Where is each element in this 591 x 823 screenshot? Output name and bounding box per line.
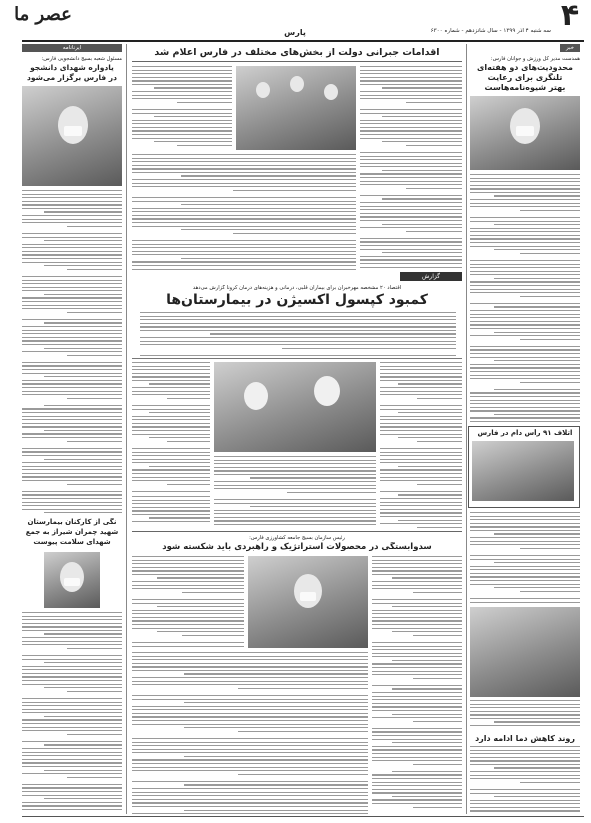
- masthead-rule: [22, 40, 584, 42]
- report-lead: [140, 312, 456, 356]
- bottom-kicker: رئیس سازمان بسیج جامعه کشاورزی فارس:: [249, 535, 345, 541]
- right-headline-1: محدودیت‌های دو هفته‌ای: [477, 63, 573, 72]
- right-text-d: [470, 746, 580, 812]
- right-headline-3: بهتر شیوه‌نامه‌هاست: [484, 83, 566, 92]
- masthead: [0, 0, 591, 42]
- right-headline-2: تلنگری برای رعایت: [487, 73, 563, 82]
- left-column-divider: [126, 44, 127, 814]
- right-text-a: [470, 174, 580, 424]
- left-headline-b2: شهید چمران شیراز به جمع: [25, 528, 119, 536]
- livestock-photo: [472, 441, 574, 501]
- left-tag-label: ایرنا‌نامه: [62, 45, 82, 51]
- left-headline-b1: نگی از کارکنان بیمارستان: [27, 518, 117, 526]
- bottom-story-rule: [132, 531, 462, 532]
- right-column: [470, 44, 580, 814]
- report-text-right: [380, 362, 462, 528]
- report-text-left-top: [132, 362, 210, 492]
- livestock-box: [468, 426, 580, 508]
- bottom-headline: سدوابستگی در محصولات استراتژیک و راهبردی باید شکسته شود: [162, 542, 432, 552]
- main-text-right: [360, 66, 462, 270]
- right-column-divider: [466, 44, 467, 814]
- newspaper-logo: عصر ما: [14, 4, 72, 25]
- left-kicker: مسئول شعبه بسیج دانشجویی فارس:: [41, 56, 122, 62]
- bottom-text-middle: [132, 652, 368, 814]
- livestock-box-title: اتلاف ۹۱ رأس دام در فارس: [477, 429, 573, 437]
- report-headline: کمبود کپسول اکسیژن در بیمارستان‌ها: [166, 292, 428, 308]
- report-text-middle: [214, 456, 376, 528]
- right-bottom-headline: روند کاهش دما ادامه دارد: [475, 734, 575, 743]
- report-kicker: اقتصاد ۲۰ مشخصه مهرخبران برای بیماران قلبی، درمانی و هزینه‌های درمان کرونا گزارش می‌دهد: [192, 285, 402, 291]
- date-line: سه شنبه ۴ آذر ۱۳۹۹ - سال شانزدهم - شماره ۶۳۰۰: [430, 28, 551, 34]
- left-photo-nurse: [44, 552, 100, 608]
- news-tag: [560, 44, 580, 52]
- bottom-photo-official: [248, 556, 368, 648]
- left-headline-b3: شهدای سلامت پیوست: [33, 538, 111, 546]
- right-photo-official: [470, 96, 580, 170]
- main-text-left-top: [132, 66, 232, 150]
- left-column: [22, 44, 122, 814]
- main-headline: اقدامات جبرانی دولت از بخش‌های مختلف در فارس اعلام شد: [154, 47, 440, 58]
- report-label: [400, 272, 462, 281]
- report-photo-hospital: [214, 362, 376, 452]
- report-text-left-bottom: [132, 496, 210, 528]
- left-photo-official: [22, 86, 122, 186]
- news-tag-label: خبر: [565, 45, 575, 51]
- bottom-text-right: [372, 556, 462, 814]
- left-text-a: [22, 190, 122, 514]
- right-text-b: [470, 512, 580, 604]
- left-tag: [22, 44, 122, 52]
- page-number: ۴: [560, 0, 580, 33]
- report-label-text: گزارش: [421, 273, 441, 280]
- main-headline-rule: [132, 61, 462, 62]
- left-headline-1: یادواره شهدای دانشجو: [30, 63, 114, 72]
- report-lead-rule: [132, 358, 462, 359]
- main-photo-street: [236, 66, 356, 150]
- right-kicker: همدست مدیر کل ورزش و جوانان فارس:: [490, 56, 580, 62]
- left-headline-2: در فارس برگزار می‌شود: [27, 73, 117, 82]
- section-name: پارس: [284, 28, 306, 37]
- right-photo-field: [470, 607, 580, 697]
- right-text-c: [470, 700, 580, 730]
- main-text-middle: [132, 154, 356, 270]
- bottom-text-left-top: [132, 556, 244, 648]
- left-text-b: [22, 612, 122, 812]
- page-bottom-rule: [22, 816, 584, 817]
